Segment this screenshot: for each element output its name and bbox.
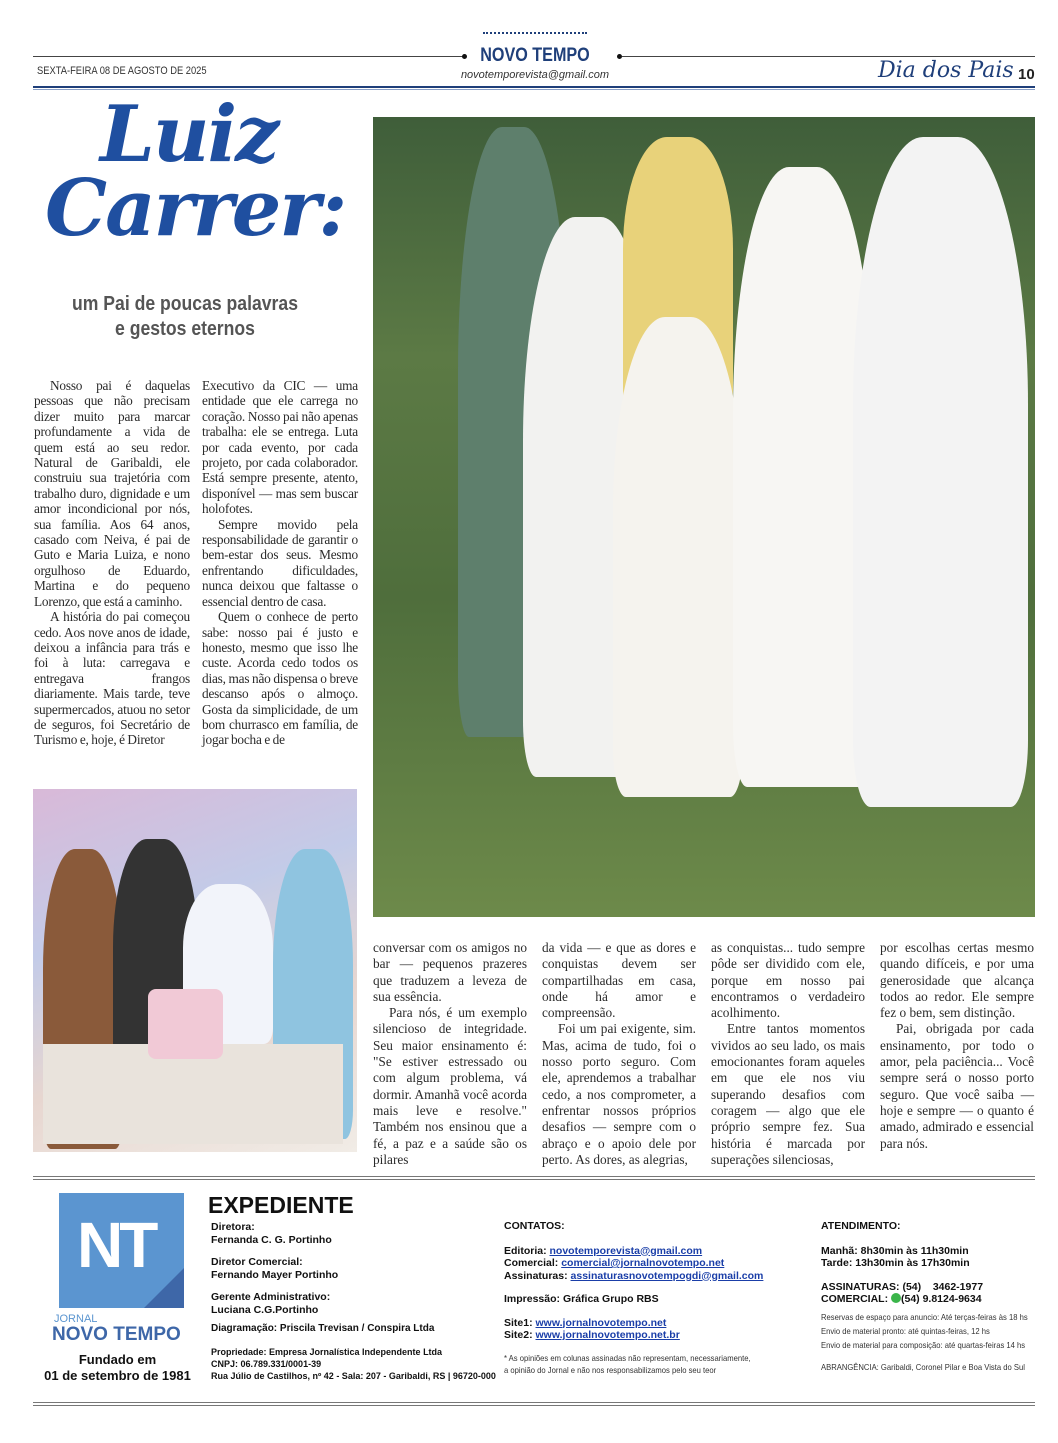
hours-morning: Manhã: 8h30min às 11h30min [821, 1244, 969, 1257]
assinaturas-email-link[interactable]: assinaturasnovotempogdi@gmail.com [570, 1269, 764, 1282]
address: Rua Júlio de Castilhos, nº 42 - Sala: 207 - Garibaldi, RS | 96720-000 [211, 1370, 496, 1381]
founded-line: 01 de setembro de 1981 [44, 1368, 191, 1383]
contact-label: Assinaturas: [504, 1269, 568, 1282]
header-rule-left [33, 56, 465, 57]
subtitle-line: e gestos eternos [115, 318, 255, 340]
paragraph: as conquistas... tudo sempre pôde ser dividido com ele, porque em nosso pai encontramos o verdadeiro acolhimento. [711, 940, 865, 1021]
birthday-cake [148, 989, 223, 1059]
deadline-note: Envio de material pronto: até quintas-feiras, 12 hs [821, 1325, 990, 1336]
logo-corner [144, 1268, 184, 1308]
paragraph: Quem o conhece de perto sabe: nosso pai é justo e honesto, mesmo que isso lhe custe. Acorda cedo todos os dias, mas não dispensa o breve descanso após o almoço. Gosta da simplicidade, de um bom churrasco em família, de jogar bocha e de [202, 609, 358, 748]
title-line: Carrer: [45, 163, 346, 254]
site1-link[interactable]: www.jornalnovotempo.net [535, 1316, 667, 1329]
contact-label: Comercial: [504, 1257, 559, 1269]
birthday-party-photo [33, 789, 357, 1152]
newspaper-brand: NOVO TEMPO [480, 45, 590, 66]
article-title [45, 89, 346, 254]
founded-line: Fundado em [78, 1352, 157, 1367]
comercial-label: COMERCIAL: [821, 1293, 889, 1305]
article-column [202, 378, 358, 748]
newspaper-logo [59, 1193, 184, 1308]
person-figure [613, 317, 743, 797]
expediente-title: EXPEDIENTE [208, 1192, 354, 1218]
paragraph: por escolhas certas mesmo quando difíceis, e por uma generosidade que alcança todos ao redor. Ele sempre fez o bem, sem distinção. [880, 940, 1034, 1021]
party-table [43, 1044, 343, 1144]
deadline-note: Reservas de espaço para anuncio: Até terças-feiras às 18 hs [821, 1311, 1028, 1322]
propriedade: Propriedade: Empresa Jornalística Independente Ltda [211, 1346, 443, 1357]
paragraph: Executivo da CIC — uma entidade que ele carrega no coração. Nosso pai não apenas trabalha: ele se entrega. Luta por cada evento, por cada projeto, por cada colaborador. Está sempre presente, atento, disponível — mas sem buscar holofotes. [202, 378, 358, 517]
comercial-email-link[interactable]: comercial@jornalnovotempo.net [561, 1257, 725, 1269]
logo-letters: NT [77, 1209, 155, 1281]
paragraph: Nosso pai é daquelas pessoas que não precisam dizer muito para marcar profundamente a vida de quem está ao seu redor. Natural de Garibaldi, ele construiu sua trajetória com trabalho duro, dignidade e um amor incondicional por nós, sua família. Aos 64 anos, casado com Neiva, é pai de Guto e Maria Luiza, e nono orgulhoso de Eduardo, Martina e do pequeno Lorenzo, que está a caminho. [34, 378, 190, 609]
header-dot [617, 54, 622, 59]
disclaimer-line: * As opiniões em colunas assinadas não representam, necessariamente, [504, 1352, 751, 1363]
staff-role: Diretora: [211, 1221, 255, 1233]
impressao: Impressão: Gráfica Grupo RBS [504, 1293, 659, 1305]
staff-name: Fernando Mayer Portinho [211, 1268, 339, 1281]
paragraph: Sempre movido pela responsabilidade de garantir o bem-estar dos seus. Mesmo enfrentando dificuldades, nunca deixou que faltasse o essencial dentro de casa. [202, 516, 358, 609]
paragraph: Pai, obrigada por cada ensinamento, por todo o amor, pela paciência... Você sempre será o nosso porto seguro. Que você saiba — hoje e sempre — o quanto é amado, admirado e essencial para nós. [880, 1021, 1034, 1151]
section-title: Dia dos Pais [878, 58, 1014, 83]
header-email: novotemporevista@gmail.com [460, 69, 610, 81]
assinaturas-phone: ASSINATURAS: (54) 3462-1977 [821, 1280, 984, 1293]
contatos-title: CONTATOS: [504, 1220, 565, 1232]
paragraph: da vida — e que as dores e conquistas devem ser compartilhadas em casa, onde há amor e compreensão. [542, 940, 696, 1021]
editoria-email-link[interactable]: novotemporevista@gmail.com [549, 1244, 703, 1257]
person-figure [733, 167, 873, 787]
site2-link[interactable]: www.jornalnovotempo.net.br [535, 1329, 680, 1341]
staff-role: Gerente Administrativo: [211, 1291, 331, 1303]
expediente-staff [211, 1221, 501, 1382]
contatos-block [504, 1220, 804, 1376]
title-line: Luiz [100, 89, 278, 180]
header-rule-right [622, 56, 1035, 57]
logo-jornal: JORNAL [54, 1313, 98, 1325]
disclaimer-line: a opinião do Jornal e não nos responsabilizamos pelo seu teor [504, 1364, 717, 1375]
paragraph: Entre tantos momentos vividos ao seu lado, os mais emocionantes foram aqueles em que ele nos viu superando desafios com coragem — algo que ele próprio sempre fez. Sua história é marcada por superações silenciosas, [711, 1021, 865, 1167]
page-number: 10 [1018, 66, 1035, 83]
staff-role: Diretor Comercial: [211, 1256, 303, 1268]
paragraph: Para nós, é um exemplo silencioso de integridade. Seu maior ensinamento é: "Se estiver estressado ou com algum problema, vá dormir. Amanhã você acorda mais leve e resolve." Também nos ensinou que a fé, a paz e a saúde são os pilares [373, 1005, 527, 1167]
issue-date: SEXTA-FEIRA 08 DE AGOSTO DE 2025 [37, 65, 207, 77]
atendimento-title: ATENDIMENTO: [821, 1220, 901, 1232]
site-label: Site1: [504, 1316, 533, 1329]
abrangencia: ABRANGÊNCIA: Garibaldi, Coronel Pilar e Boa Vista do Sul [821, 1361, 1025, 1372]
staff-name: Fernanda C. G. Portinho [211, 1233, 332, 1246]
article-column [880, 940, 1034, 1152]
whatsapp-icon [891, 1293, 901, 1303]
paragraph: conversar com os amigos no bar — pequenos prazeres que traduzem a leveza de sua essência. [373, 940, 527, 1004]
footer-rule-top [33, 1176, 1035, 1180]
cnpj: CNPJ: 06.789.331/0001-39 [211, 1358, 322, 1369]
article-subtitle [57, 292, 312, 342]
paragraph: Foi um pai exigente, sim. Mas, acima de tudo, foi o nosso porto seguro. Com ele, aprendemos a trabalhar cedo, a nos comprometer, a enfrentar nossos próprios desafios — sempre com o abraço e o apoio dele por perto. As dores, as alegrias, [542, 1021, 696, 1167]
founded-text [30, 1352, 205, 1384]
atendimento-block [821, 1220, 1051, 1374]
masthead-ornament [483, 32, 587, 36]
footer-rule-bottom [33, 1402, 1035, 1406]
subtitle-line: um Pai de poucas palavras [72, 293, 298, 315]
hours-afternoon: Tarde: 13h30min às 17h30min [821, 1257, 970, 1269]
contact-label: Editoria: [504, 1244, 547, 1257]
article-column [34, 378, 190, 748]
logo-name: NOVO TEMPO [52, 1324, 181, 1345]
disclaimer [504, 1352, 774, 1376]
site-label: Site2: [504, 1329, 533, 1341]
staff-name: Luciana C.G.Portinho [211, 1303, 319, 1316]
comercial-phone: (54) 9.8124-9634 [901, 1293, 982, 1305]
paragraph: A história do pai começou cedo. Aos nove anos de idade, deixou a infância para trás e foi à luta: carregava e entregava frangos diariamente. Mais tarde, teve supermercados, atuou no setor de seguros, foi Secretário de Turismo e, hoje, é Diretor [34, 609, 190, 748]
article-column [373, 940, 527, 1168]
family-photo [373, 117, 1035, 917]
article-column [711, 940, 865, 1168]
article-column [542, 940, 696, 1168]
diagramacao: Diagramação: Priscila Trevisan / Conspira Ltda [211, 1323, 435, 1334]
deadline-note: Envio de material para composição: até quartas-feiras 14 hs [821, 1339, 1026, 1350]
person-figure [853, 137, 1028, 807]
